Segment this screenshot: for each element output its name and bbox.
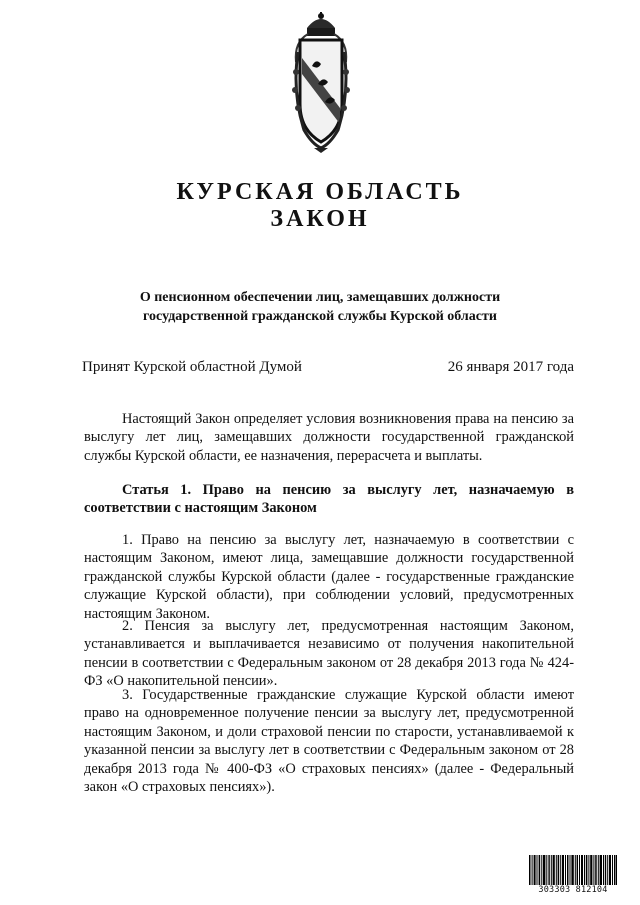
- barcode-icon: [529, 855, 617, 886]
- adopted-by: Принят Курской областной Думой: [82, 359, 302, 375]
- article-item: 3. Государственные гражданские служащие Курской области имеют право на одновременное получение пенсии за выслугу лет, предусмотренной настоящим Законом, и доли страховой пенсии по старости, устанавливаемой к указанной пенсии за выслугу лет в соответствии с Федеральным законом от 28 декабря 2013 года № 400-ФЗ «О страховых пенсиях» (далее - Федеральный закон «О страховых пенсиях»).: [84, 687, 574, 796]
- coat-of-arms-icon: [290, 12, 352, 155]
- barcode: [529, 855, 617, 897]
- region-title: КУРСКАЯ ОБЛАСТЬ: [176, 179, 464, 205]
- article-item: 2. Пенсия за выслугу лет, предусмотренная настоящим Законом, устанавливается и выплачивается независимо от получения накопительной пенсии в соответствии с Федеральным законом от 28 декабря 2013 года № 424-ФЗ «О накопительной пенсии».: [84, 618, 574, 690]
- article-heading: Статья 1. Право на пенсию за выслугу лет, назначаемую в соответствии с настоящим Законом: [84, 482, 574, 517]
- adoption-date: 26 января 2017 года: [447, 359, 574, 375]
- intro-paragraph: Настоящий Закон определяет условия возникновения права на пенсию за выслугу лет лиц, замещавших должности государственной гражданской службы Курской области, ее назначения, перерасчета и выплаты.: [84, 411, 574, 464]
- adoption-line: [82, 358, 574, 377]
- document-type-title: ЗАКОН: [270, 206, 370, 232]
- article-item: 1. Право на пенсию за выслугу лет, назначаемую в соответствии с настоящим Законом, имеют лица, замещавшие должности государственной гражданской службы Курской области (далее - государственные гражданские служащие Курской области), при соблюдении условий, предусмотренных настоящим Законом.: [84, 532, 574, 622]
- barcode-number: 303303 812104: [529, 885, 617, 895]
- law-heading: О пенсионном обеспечении лиц, замещавших должности государственной гражданской службы Курской области: [139, 290, 501, 324]
